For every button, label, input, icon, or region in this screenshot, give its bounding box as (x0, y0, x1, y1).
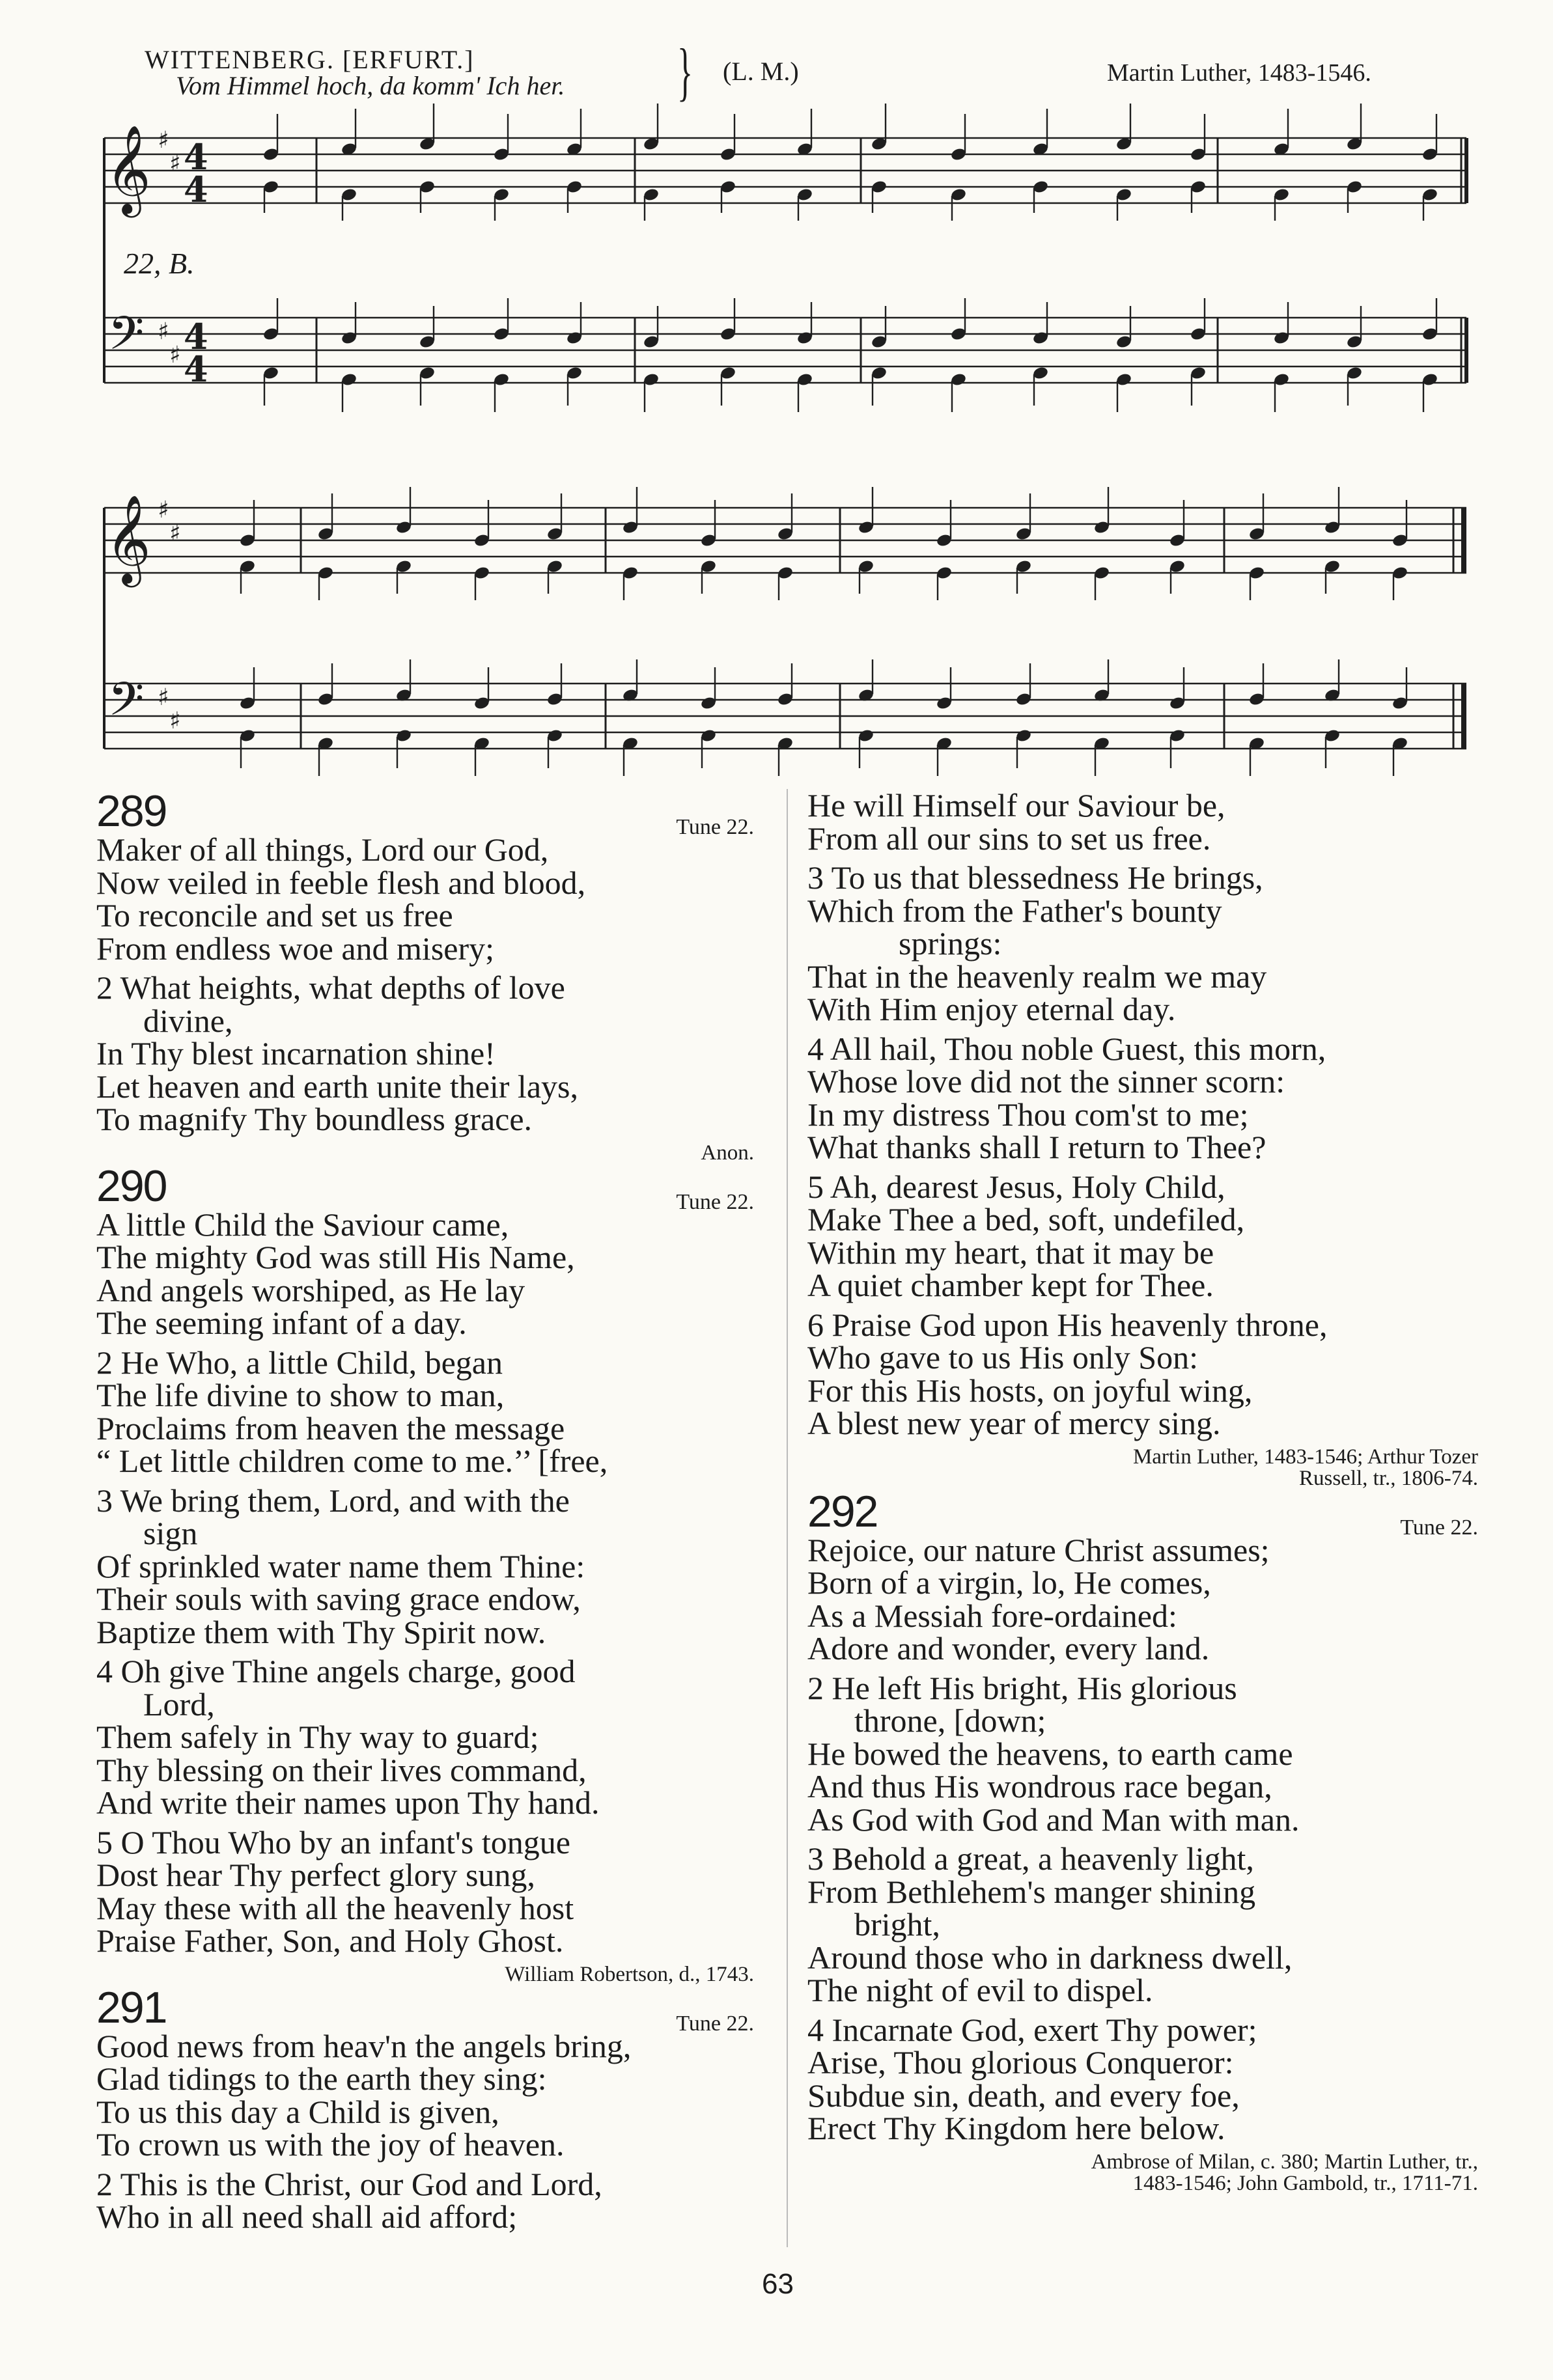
stanza (807, 861, 1485, 1026)
verse-line: Subdue sin, death, and every foe, (807, 2077, 1240, 2114)
left-column (96, 786, 761, 2240)
stanza (96, 971, 761, 1136)
verse-line: Of sprinkled water name them Thine: (96, 1547, 585, 1584)
verse-line: 6 Praise God upon His heavenly throne, (807, 1306, 1328, 1343)
verse-line: Them safely in Thy way to guard; (96, 1719, 539, 1755)
verse-line: Erect Thy Kingdom here below. (807, 2110, 1225, 2146)
verse-line: Whose love did not the sinner scorn: (807, 1063, 1285, 1100)
tune-reference: Tune 22. (676, 1189, 754, 1214)
verse-line: As God with God and Man with man. (807, 1801, 1300, 1838)
time-signature-bottom: 4 (184, 348, 208, 390)
verse-line: Around those who in darkness dwell, (807, 1939, 1293, 1976)
hymn-number: 291 (96, 1982, 167, 2032)
tune-reference: Tune 22. (676, 815, 754, 839)
verse-line: He bowed the heavens, to earth came (807, 1735, 1293, 1772)
stanza (807, 2013, 1485, 2145)
verse-line: A blest new year of mercy sing. (807, 1405, 1221, 1441)
verse-line: 2 He Who, a little Child, began (96, 1344, 503, 1381)
verse-line: 5 Ah, dearest Jesus, Holy Child, (807, 1168, 1225, 1205)
verse-line: To magnify Thy boundless grace. (96, 1101, 533, 1137)
verse-line: Good news from heav'n the angels bring, (96, 2027, 632, 2064)
stanza (807, 1170, 1485, 1302)
stanza (807, 789, 1485, 855)
verse-line: As a Messiah fore-ordained: (807, 1597, 1177, 1634)
time-signature-top: 4 (184, 136, 208, 178)
sharp-icon: ♯ (158, 127, 169, 154)
composer: Martin Luther, 1483-1546. (1107, 59, 1371, 87)
verse-line: 4 Incarnate God, exert Thy power; (807, 2011, 1257, 2048)
music-score (0, 0, 1553, 788)
verse-line: “ Let little children come to me.’’ [free, (96, 1443, 608, 1479)
stanza (807, 1531, 1485, 1667)
verse-line: 2 He left His bright, His glorious (807, 1669, 1237, 1706)
verse-line: The seeming infant of a day. (96, 1305, 467, 1341)
stanza (96, 1346, 761, 1478)
verse-line: Let heaven and earth unite their lays, (96, 1068, 578, 1105)
verse-line: Who gave to us His only Son: (807, 1339, 1198, 1376)
verse-line: 2 This is the Christ, our God and Lord, (96, 2165, 602, 2202)
tune-reference: Tune 22. (1400, 1515, 1478, 1540)
verse-line: bright, (854, 1906, 940, 1943)
verse-line: That in the heavenly realm we may (807, 958, 1267, 995)
verse-line: divine, (143, 1002, 233, 1039)
treble-clef-icon: 𝄞 (105, 493, 151, 583)
verse-line: With Him enjoy eternal day. (807, 991, 1176, 1027)
verse-line: And write their names upon Thy hand. (96, 1784, 600, 1821)
hymn-header (96, 1982, 761, 2036)
attribution: Russell, tr., 1806-74. (1298, 1466, 1478, 1490)
hymn-291-continued (807, 789, 1485, 1489)
hymn-289 (96, 786, 761, 1165)
verse-line: Their souls with saving grace endow, (96, 1581, 581, 1617)
verse-line: In Thy blest incarnation shine! (96, 1035, 496, 1072)
verse-line: From Bethlehem's manger shining (807, 1873, 1256, 1910)
verse-line: He will Himself our Saviour be, (807, 787, 1225, 823)
brace-glyph: } (677, 35, 693, 107)
hymn-number: 290 (96, 1161, 167, 1211)
attribution: William Robertson, d., 1743. (505, 1962, 754, 1986)
verse-line: Baptize them with Thy Spirit now. (96, 1613, 546, 1650)
verse-line: throne, [down; (854, 1702, 1046, 1739)
sharp-icon: ♯ (169, 708, 181, 734)
sharp-icon: ♯ (169, 150, 181, 177)
verse-line: 2 What heights, what depths of love (96, 969, 565, 1006)
stanza (807, 1669, 1485, 1838)
stanza (96, 2165, 761, 2235)
hymn-number: 292 (807, 1486, 878, 1536)
column-divider (787, 789, 788, 2247)
verse-line: And angels worshiped, as He lay (96, 1271, 525, 1308)
attribution: Ambrose of Milan, c. 380; Martin Luther, tr., (1091, 2150, 1478, 2174)
tune-name: WITTENBERG. [ERFURT.] (145, 45, 475, 74)
verse-line: Proclaims from heaven the message (96, 1409, 565, 1446)
verse-line: 4 Oh give Thine angels charge, good (96, 1653, 576, 1689)
verse-line: In my distress Thou com'st to me; (807, 1096, 1249, 1133)
hymn-number: 289 (96, 786, 167, 836)
hymn-292 (807, 1486, 1485, 2195)
time-signature-top: 4 (184, 316, 208, 357)
verse-line: Rejoice, our nature Christ assumes; (807, 1531, 1270, 1568)
stanza (807, 1308, 1485, 1440)
attribution: 1483-1546; John Gambold, tr., 1711-71. (1132, 2171, 1478, 2195)
stanza (96, 1208, 761, 1340)
verse-line: 3 We bring them, Lord, and with the (96, 1482, 570, 1519)
stanza (807, 1032, 1485, 1164)
verse-line: To us this day a Child is given, (96, 2093, 499, 2130)
verse-line: Make Thee a bed, soft, undefiled, (807, 1201, 1245, 1238)
hymn-290 (96, 1161, 761, 1986)
verse-line: To crown us with the joy of heaven. (96, 2126, 565, 2163)
right-column (807, 789, 1485, 2194)
stanza (96, 2027, 761, 2163)
verse-line: A quiet chamber kept for Thee. (807, 1267, 1214, 1303)
bass-clef-icon: 𝄢 (108, 672, 145, 738)
verse-line: Now veiled in feeble flesh and blood, (96, 864, 586, 901)
verse-line: Thy blessing on their lives command, (96, 1751, 587, 1788)
verse-line: For this His hosts, on joyful wing, (807, 1372, 1253, 1409)
verse-line: Adore and wonder, every land. (807, 1630, 1210, 1667)
bass-clef-icon: 𝄢 (108, 307, 145, 372)
tune-number: 22, B. (124, 247, 195, 280)
verse-line: Dost hear Thy perfect glory sung, (96, 1857, 535, 1893)
hymn-header (96, 786, 761, 839)
hymn-header (807, 1486, 1485, 1540)
attribution: Martin Luther, 1483-1546; Arthur Tozer (1132, 1445, 1478, 1469)
time-signature-bottom: 4 (184, 169, 208, 210)
verse-line: And thus His wondrous race began, (807, 1768, 1272, 1805)
verse-line: Which from the Father's bounty (807, 892, 1222, 929)
treble-clef-icon: 𝄞 (105, 124, 151, 214)
stanza (96, 833, 761, 965)
stanza (96, 1655, 761, 1820)
verse-line: What thanks shall I return to Thee? (807, 1129, 1266, 1165)
verse-line: Praise Father, Son, and Holy Ghost. (96, 1922, 564, 1959)
verse-line: sign (143, 1515, 198, 1551)
sharp-icon: ♯ (158, 497, 169, 523)
verse-line: springs: (899, 925, 1002, 962)
verse-line: 3 Behold a great, a heavenly light, (807, 1840, 1254, 1877)
verse-line: 5 O Thou Who by an infant's tongue (96, 1823, 570, 1861)
tune-subtitle: Vom Himmel hoch, da komm' Ich her. (176, 71, 565, 100)
page-number: 63 (762, 2268, 794, 2300)
sharp-icon: ♯ (169, 520, 181, 547)
verse-line: The life divine to show to man, (96, 1377, 505, 1413)
verse-line: From all our sins to set us free. (807, 820, 1211, 857)
verse-line: 3 To us that blessedness He brings, (807, 859, 1263, 896)
sharp-icon: ♯ (158, 318, 169, 345)
tune-reference: Tune 22. (676, 2011, 754, 2036)
verse-line: From endless woe and misery; (96, 930, 495, 967)
hymn-291 (96, 1982, 761, 2235)
verse-line: Lord, (143, 1685, 215, 1723)
verse-line: May these with all the heavenly host (96, 1889, 574, 1926)
attribution: Anon. (701, 1141, 754, 1165)
stanza (807, 1842, 1485, 2007)
verse-line: The mighty God was still His Name, (96, 1239, 575, 1275)
stanza (96, 1823, 761, 1959)
verse-line: A little Child the Saviour came, (96, 1206, 509, 1243)
verse-line: Glad tidings to the earth they sing: (96, 2060, 547, 2097)
verse-line: Maker of all things, Lord our God, (96, 831, 549, 868)
hymn-header (96, 1161, 761, 1214)
sharp-icon: ♯ (169, 342, 181, 368)
stanza (96, 1484, 761, 1649)
verse-line: 4 All hail, Thou noble Guest, this morn, (807, 1030, 1326, 1067)
verse-line: To reconcile and set us free (96, 897, 453, 934)
meter: (L. M.) (723, 57, 799, 86)
verse-line: Who in all need shall aid afford; (96, 2198, 518, 2235)
verse-line: Arise, Thou glorious Conqueror: (807, 2044, 1234, 2081)
verse-line: The night of evil to dispel. (807, 1972, 1153, 2008)
sharp-icon: ♯ (158, 684, 169, 711)
verse-line: Within my heart, that it may be (807, 1234, 1214, 1271)
verse-line: Born of a virgin, lo, He comes, (807, 1564, 1211, 1601)
